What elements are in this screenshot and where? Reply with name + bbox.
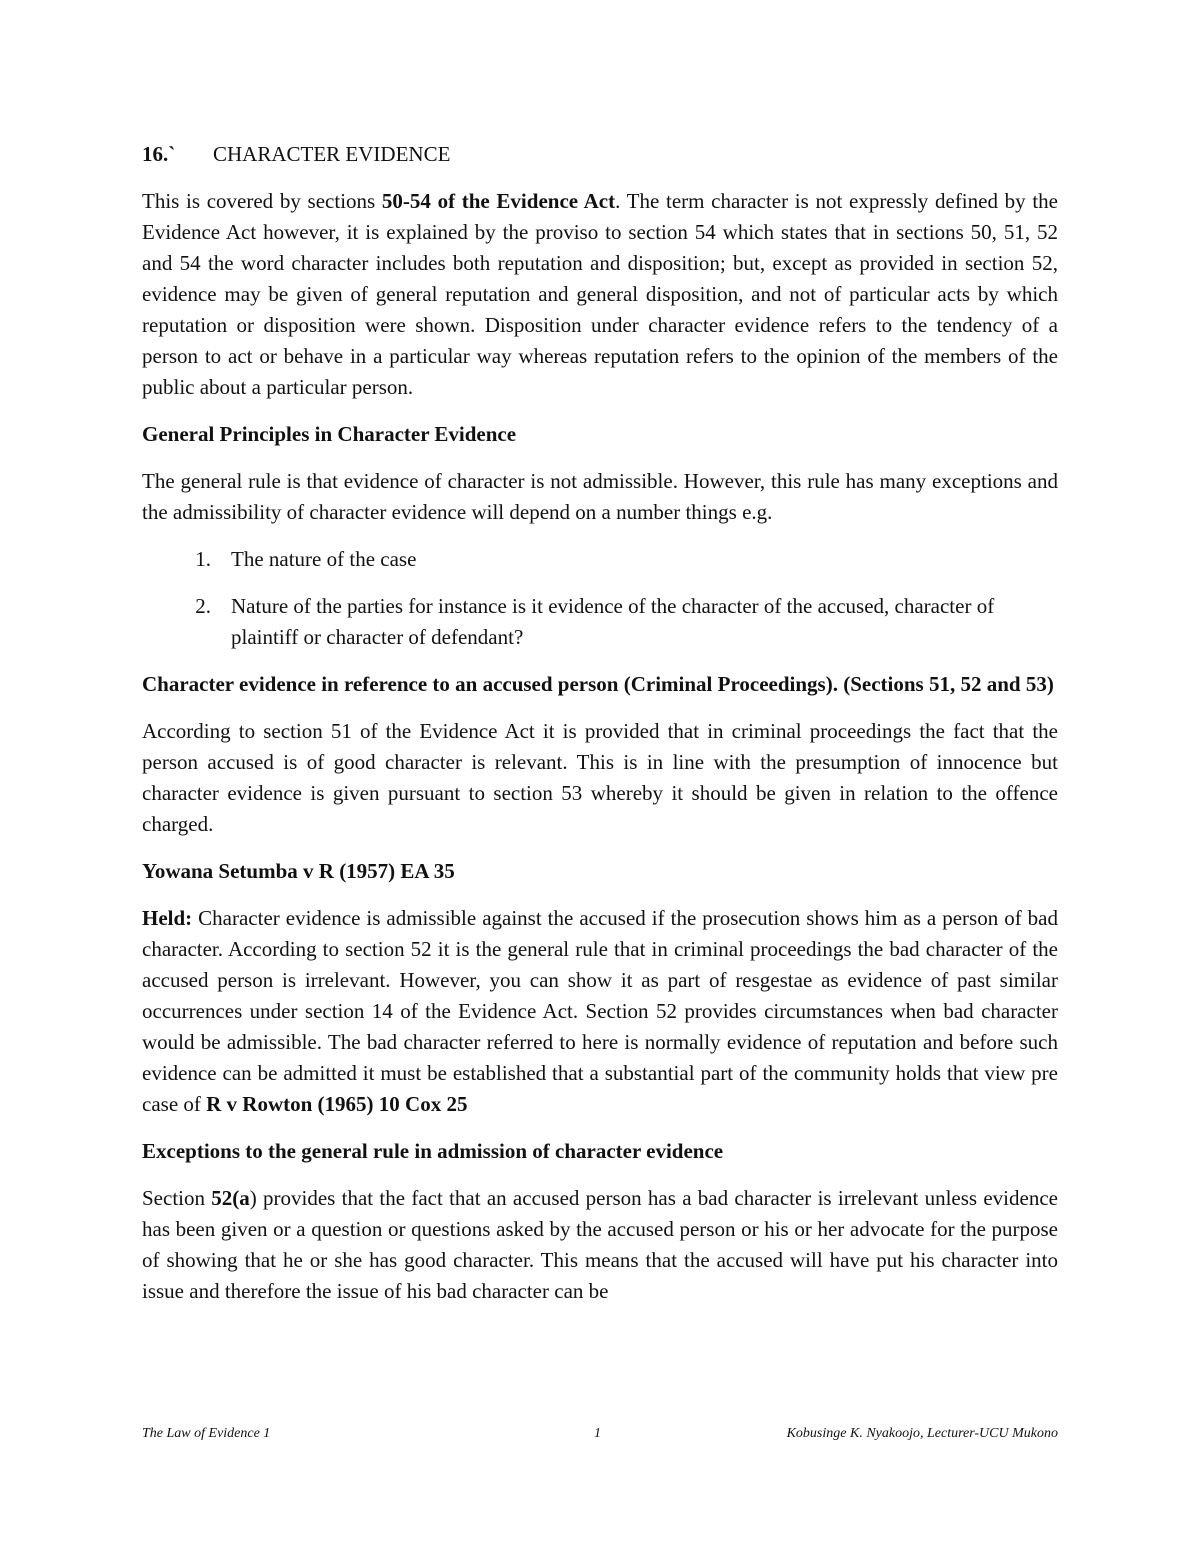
exceptions-heading: Exceptions to the general rule in admission of character evidence <box>142 1139 724 1163</box>
general-principles-paragraph: The general rule is that evidence of character is not admissible. However, this rule has many exceptions and the admissibility of character evidence will depend on a number things e.g. <box>142 469 1058 524</box>
section-number: 16.` <box>142 142 176 166</box>
general-principles-heading: General Principles in Character Evidence <box>142 422 517 446</box>
accused-paragraph: According to section 51 of the Evidence Act it is provided that in criminal proceedings the fact that the person accused is of good character is relevant. This is in line with the presumption of innocence but character evidence is given pursuant to section 53 whereby it should be given in relation to the offence charged. <box>142 719 1058 836</box>
list-item-number: 1. <box>195 547 211 571</box>
list-item <box>142 591 1058 653</box>
accused-heading: Character evidence in reference to an accused person (Criminal Proceedings). (Sections 51, 52 and 53) <box>142 672 1054 696</box>
exceptions-text-2: ) provides that the fact that an accused person has a bad character is irrelevant unless evidence has been given or a question or questions asked by the accused person or his or her advocate for the purpose of showing that he or she has good character. This means that the accused will have put his character into issue and therefore the issue of his bad character can be <box>142 1186 1058 1303</box>
intro-text-2: . The term character is not expressly defined by the Evidence Act however, it is explained by the proviso to section 54 which states that in sections 50, 51, 52 and 54 the word character includes both reputation and disposition; but, except as provided in section 52, evidence may be given of general reputation and general disposition, and not of particular acts by which reputation or disposition were shown. Disposition under character evidence refers to the tendency of a person to act or behave in a particular way whereas reputation refers to the opinion of the members of the public about a particular person. <box>142 189 1058 399</box>
page-content <box>142 138 1058 1307</box>
footer-left: The Law of Evidence 1 <box>142 1426 271 1441</box>
list-item-text: The nature of the case <box>231 547 417 571</box>
exceptions-text-1: Section <box>142 1186 212 1210</box>
exceptions-paragraph <box>142 1183 1058 1307</box>
case-heading: Yowana Setumba v R (1957) EA 35 <box>142 859 455 883</box>
held-case-reference: R v Rowton (1965) 10 Cox 25 <box>206 1092 468 1116</box>
section-title: CHARACTER EVIDENCE <box>213 142 451 166</box>
page-footer <box>142 1424 1058 1444</box>
factors-list <box>142 544 1058 653</box>
intro-text-1: This is covered by sections <box>142 189 382 213</box>
list-item-text: Nature of the parties for instance is it evidence of the character of the accused, character of plaintiff or character of defendant? <box>231 594 995 649</box>
page-number: 1 <box>594 1426 601 1441</box>
list-item <box>142 544 1058 575</box>
exceptions-bold-ref: 52(a <box>211 1186 250 1210</box>
intro-paragraph <box>142 186 1058 403</box>
held-paragraph <box>142 903 1058 1120</box>
section-heading <box>142 138 1058 170</box>
held-text: Character evidence is admissible against the accused if the prosecution shows him as a person of bad character. According to section 52 it is the general rule that in criminal proceedings the bad character of the accused person is irrelevant. However, you can show it as part of resgestae as evidence of past similar occurrences under section 14 of the Evidence Act. Section 52 provides circumstances when bad character would be admissible. The bad character referred to here is normally evidence of reputation and before such evidence can be admitted it must be established that a substantial part of the community holds that view pre case of <box>142 906 1058 1116</box>
intro-bold-ref: 50-54 of the Evidence Act <box>381 189 616 213</box>
held-label: Held: <box>142 906 193 930</box>
footer-right: Kobusinge K. Nyakoojo, Lecturer-UCU Mukono <box>786 1426 1058 1441</box>
list-item-number: 2. <box>195 594 211 618</box>
